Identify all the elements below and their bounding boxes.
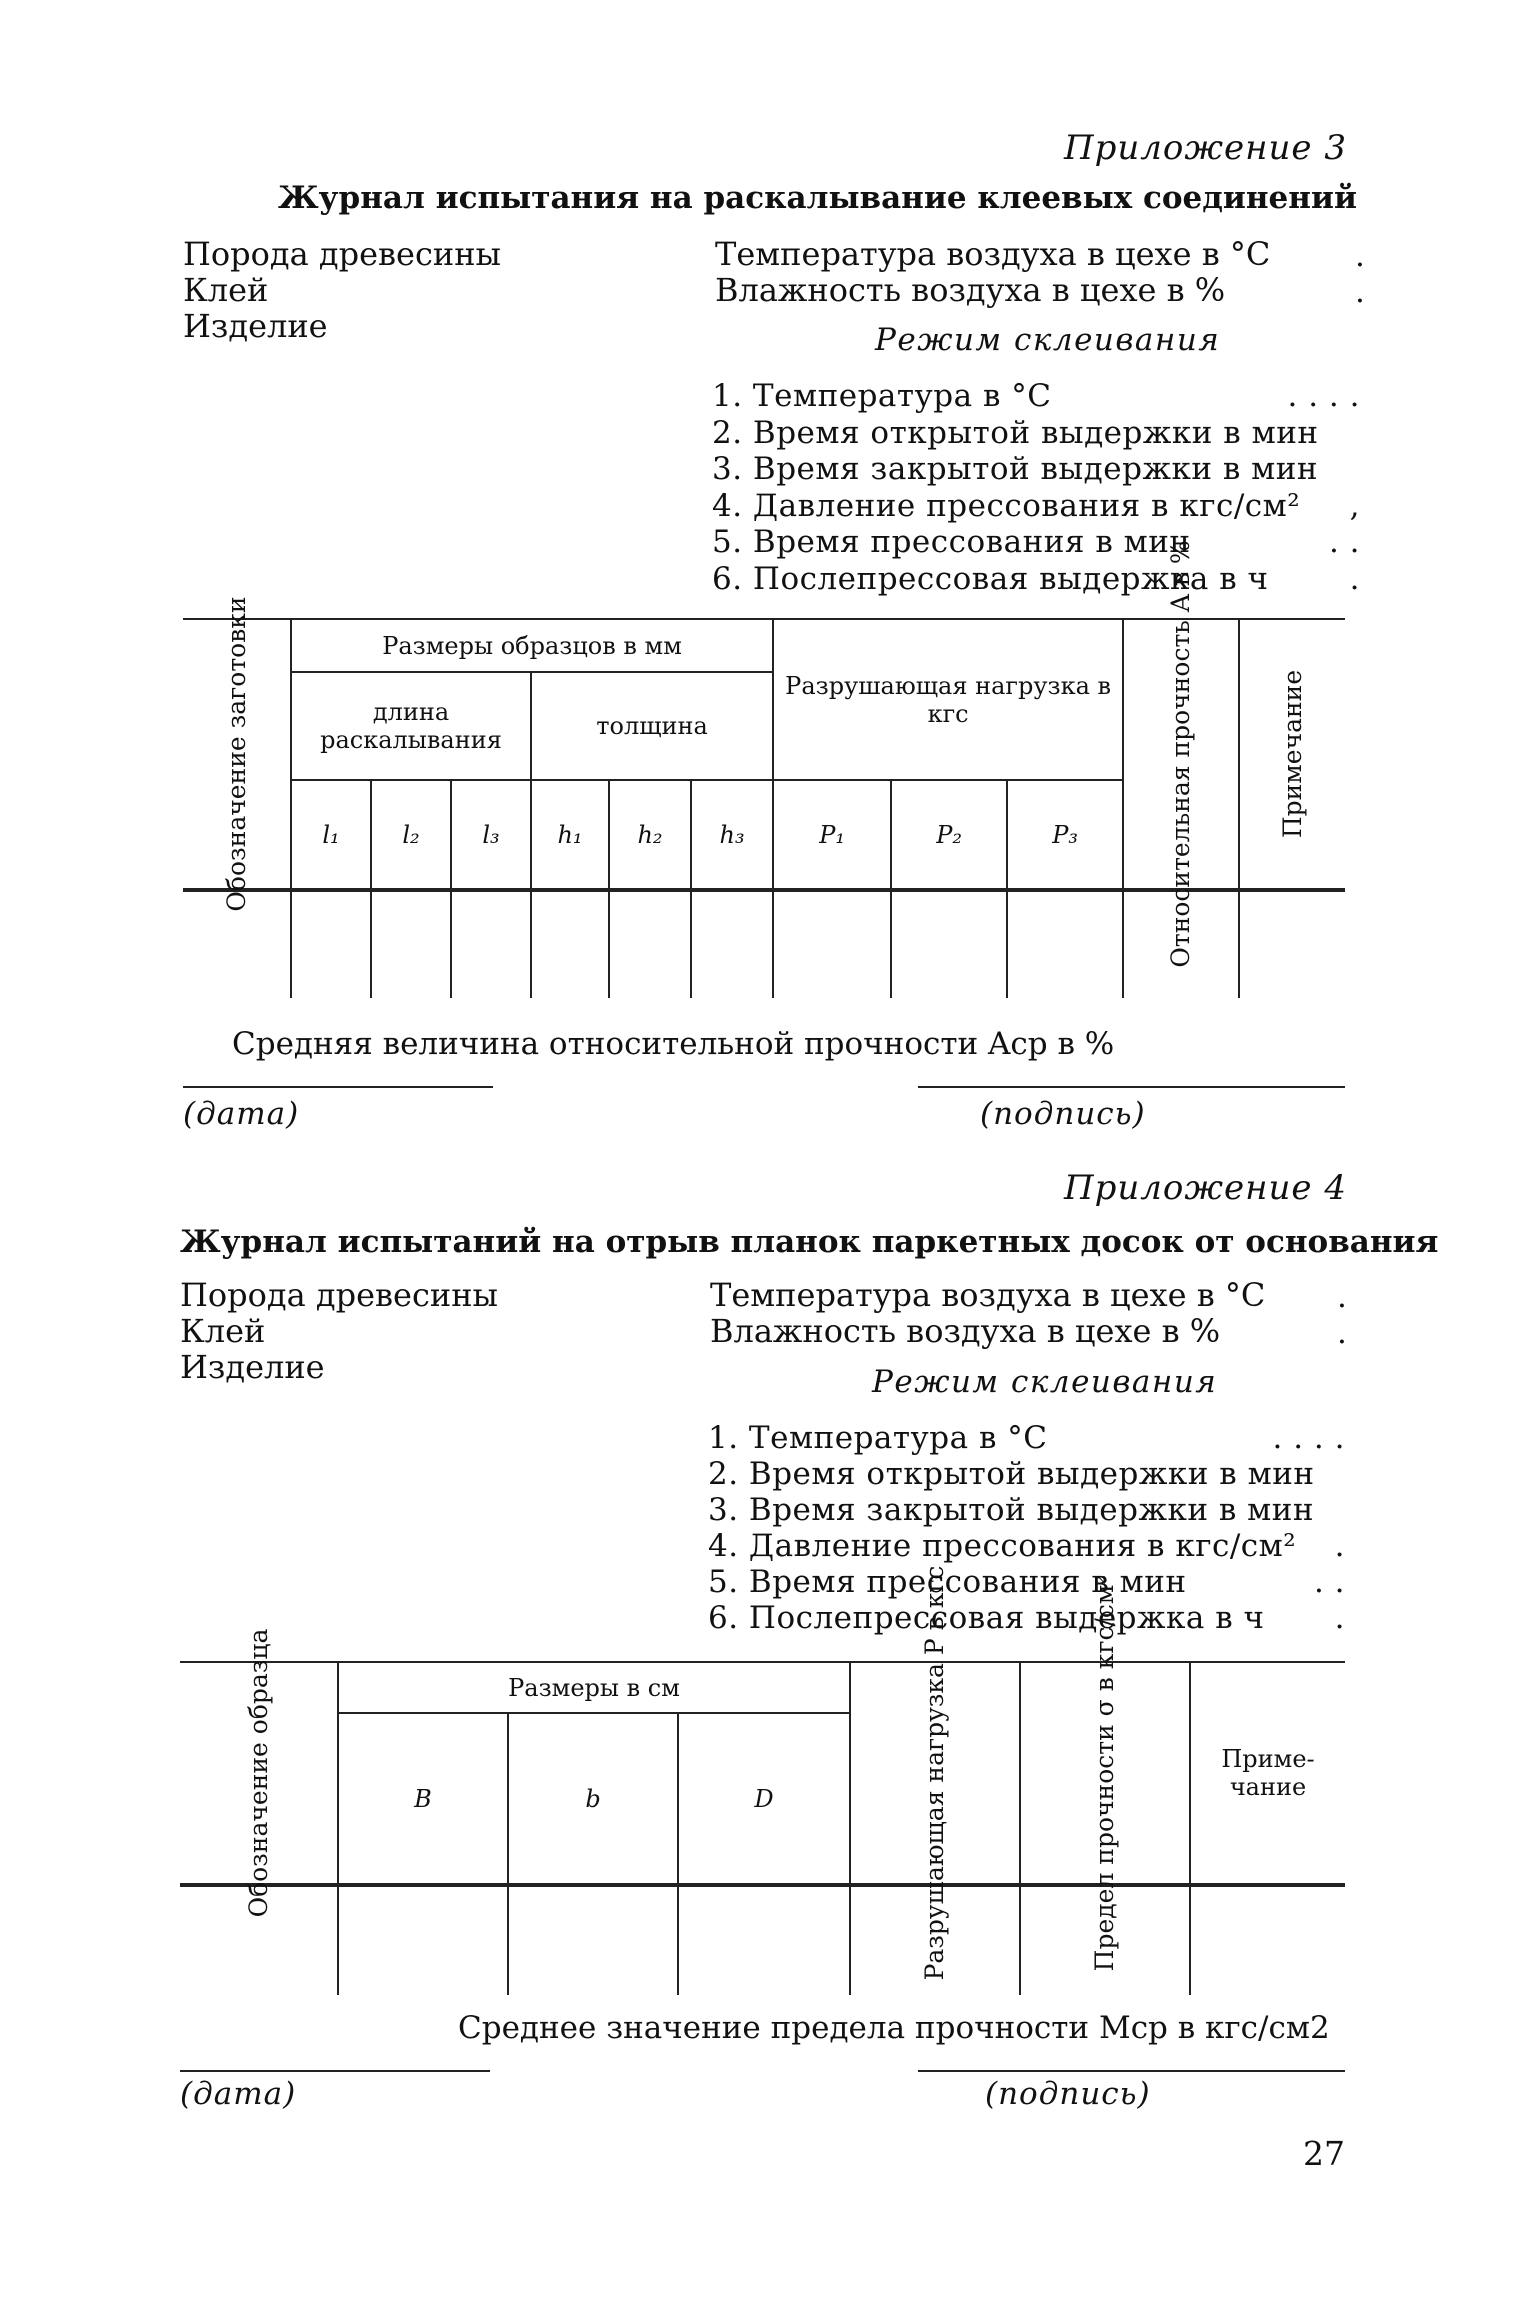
symbol-h2: h₂	[609, 780, 691, 890]
col-designation-label: Обозначение образца	[243, 1628, 273, 1918]
symbol-b: b	[508, 1713, 678, 1885]
appendix-3-signature: (подпись)	[980, 1096, 1146, 1132]
signature-line	[918, 2070, 1345, 2072]
field-glue: Клей	[183, 271, 269, 309]
appendix-3-date: (дата)	[183, 1096, 300, 1132]
appendix-3-title: Журнал испытания на раскалывание клеевых соединений	[278, 180, 1357, 216]
col-limit	[1020, 1574, 1190, 1972]
appendix-3-regime-title: Режим склеивания	[875, 322, 1221, 358]
dot: .	[1355, 238, 1365, 274]
appendix-4-right-fields	[710, 1277, 1265, 1349]
data-cell	[678, 1885, 850, 1995]
col-load	[850, 1565, 1020, 1981]
regime-item: 2. Время открытой выдержки в мин	[712, 414, 1319, 451]
appendix-4-average: Среднее значение предела прочности Mср в кгс/см2	[458, 2010, 1330, 2046]
data-cell	[291, 890, 371, 998]
regime-tail: . .	[1328, 524, 1360, 560]
regime-item: 1. Температура в °C	[712, 378, 1052, 414]
field-wood-species: Порода древесины	[180, 1276, 498, 1314]
appendix-4-label: Приложение 4	[1063, 1168, 1347, 1208]
appendix-3-label: Приложение 3	[1063, 128, 1347, 168]
data-cell	[371, 890, 451, 998]
symbol-l2: l₂	[371, 780, 451, 890]
appendix-3-right-fields	[715, 236, 1270, 308]
data-cell	[508, 1885, 678, 1995]
col-strength	[1123, 540, 1239, 968]
regime-item: 6. Послепрессовая выдержка в ч	[708, 1600, 1265, 1636]
data-cell	[1239, 890, 1345, 998]
dot: .	[1337, 1315, 1347, 1351]
data-cell	[451, 890, 531, 998]
symbol-p2: P₂	[891, 780, 1007, 890]
field-air-temperature: Температура воздуха в цехе в °C	[710, 1276, 1266, 1314]
regime-item: 3. Время закрытой выдержки в мин	[712, 451, 1319, 487]
data-cell	[1190, 1885, 1345, 1995]
signature-line	[918, 1086, 1345, 1088]
regime-item: 1. Температура в °C	[708, 1420, 1048, 1456]
symbol-h3: h₃	[691, 780, 773, 890]
data-cell	[891, 890, 1007, 998]
date-line	[180, 2070, 490, 2072]
col-designation	[183, 596, 291, 912]
regime-tail: .	[1334, 1600, 1345, 1636]
symbol-D: D	[678, 1713, 850, 1885]
regime-tail	[1150, 1492, 1345, 1528]
col-note: Приме-чание	[1190, 1663, 1345, 1885]
field-air-humidity: Влажность воздуха в цехе в %	[715, 271, 1226, 309]
symbol-B: B	[338, 1713, 508, 1885]
field-air-humidity: Влажность воздуха в цехе в %	[710, 1312, 1221, 1350]
regime-item: 5. Время прессования в мин	[712, 524, 1191, 560]
symbol-p3: P₃	[1007, 780, 1123, 890]
date-line	[183, 1086, 493, 1088]
data-cell	[609, 890, 691, 998]
regime-item: 6. Послепрессовая выдержка в ч	[712, 560, 1269, 597]
symbol-p1: P₁	[773, 780, 891, 890]
col-limit-label: Предел прочности σ в кгс/см²	[1090, 1574, 1119, 1972]
appendix-4-regime-tails	[1150, 1420, 1345, 1636]
sub-thickness: толщина	[531, 672, 773, 780]
regime-item: 3. Время закрытой выдержки в мин	[708, 1492, 1315, 1528]
field-wood-species: Порода древесины	[183, 235, 501, 273]
appendix-3-left-fields	[183, 236, 501, 344]
regime-item: 4. Давление прессования в кгс/см²	[708, 1528, 1297, 1564]
regime-tail: .	[1334, 1528, 1345, 1564]
dot: .	[1355, 274, 1365, 310]
appendix-4-left-fields	[180, 1277, 498, 1385]
regime-tail	[1170, 451, 1360, 488]
appendix-4-date: (дата)	[180, 2076, 297, 2112]
symbol-l3: l₃	[451, 780, 531, 890]
regime-item: 5. Время прессования в мин	[708, 1564, 1187, 1600]
symbol-h1: h₁	[531, 780, 609, 890]
data-cell	[531, 890, 609, 998]
group-sizes: Размеры образцов в мм	[291, 620, 773, 672]
field-air-temperature: Температура воздуха в цехе в °C	[715, 235, 1271, 273]
col-designation	[180, 1628, 338, 1918]
regime-tail	[1170, 415, 1360, 452]
appendix-4-regime-title: Режим склеивания	[872, 1364, 1218, 1400]
field-product: Изделие	[183, 307, 328, 345]
field-product: Изделие	[180, 1348, 325, 1386]
regime-tail: ,	[1349, 487, 1360, 524]
page-number: 27	[1303, 2134, 1345, 2173]
appendix-3-average: Средняя величина относительной прочности Aср в %	[232, 1026, 1115, 1062]
group-load: Разрушающая нагрузка в кгс	[773, 620, 1123, 780]
data-cell	[338, 1885, 508, 1995]
field-glue: Клей	[180, 1312, 266, 1350]
symbol-l1: l₁	[291, 780, 371, 890]
col-note	[1239, 620, 1345, 890]
group-sizes: Размеры в см	[338, 1663, 850, 1713]
regime-tail: . .	[1313, 1564, 1345, 1600]
col-designation-label: Обозначение заготовки	[221, 596, 251, 912]
col-note-label: Примечание	[1277, 669, 1307, 839]
data-cell	[773, 890, 891, 998]
dot: .	[1337, 1279, 1347, 1315]
regime-tail: . . . .	[1287, 378, 1360, 414]
regime-item: 4. Давление прессования в кгс/см²	[712, 487, 1301, 524]
data-cell	[1007, 890, 1123, 998]
sub-length: длина раскалывания	[291, 672, 531, 780]
data-cell	[691, 890, 773, 998]
appendix-4-signature: (подпись)	[985, 2076, 1151, 2112]
regime-tail: .	[1349, 560, 1360, 597]
regime-tail	[1150, 1456, 1345, 1492]
col-load-label: Разрушающая нагрузка P в кгс	[920, 1565, 949, 1981]
col-strength-label: Относительная прочность A в %	[1166, 540, 1196, 968]
regime-tail: . . . .	[1272, 1420, 1345, 1456]
appendix-3-regime-tails	[1170, 378, 1360, 597]
regime-item: 2. Время открытой выдержки в мин	[708, 1456, 1315, 1492]
appendix-4-title: Журнал испытаний на отрыв планок паркетных досок от основания	[180, 1224, 1439, 1260]
